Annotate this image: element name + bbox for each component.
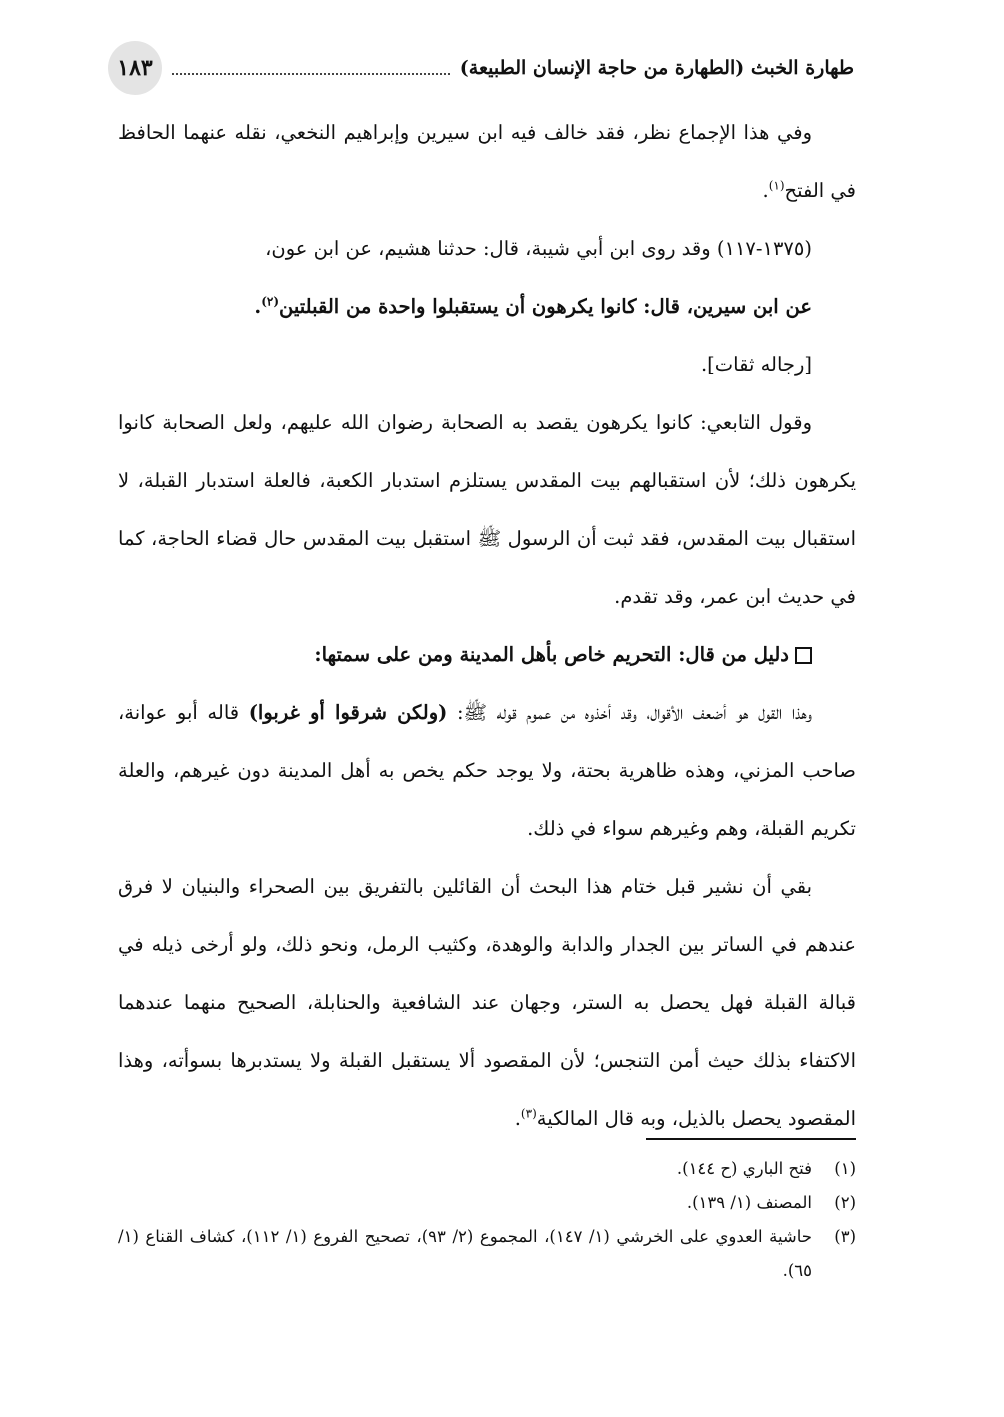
paragraph-end: . bbox=[762, 179, 769, 202]
footnote-text: فتح الباري (ح ١٤٤). bbox=[676, 1159, 812, 1178]
header-dotted-leader bbox=[172, 73, 450, 75]
footnote-number: (٢) bbox=[834, 1193, 856, 1212]
paragraph-text: وهذا القول هو أضعف الأقوال، وقد أخذوه من عموم قوله ﷺ: bbox=[447, 701, 812, 724]
footnote-number: (١) bbox=[834, 1159, 856, 1178]
footnote-ref-2[interactable]: (٢) bbox=[261, 294, 280, 309]
hadith-quote: (ولكن شرقوا أو غربوا) bbox=[248, 701, 448, 724]
hadith-text-line bbox=[118, 278, 856, 336]
running-header bbox=[108, 40, 854, 96]
footnote-number: (٣) bbox=[834, 1227, 856, 1246]
paragraph-text: بقي أن نشير قبل ختام هذا البحث أن القائلين بالتفريق بين الصحراء والبنيان لا فرق عندهم في الساتر بين الجدار والدابة والوهدة، وكثيب الرمل، ونحو ذلك، ولو أرخى ذيله في قبالة القبلة فهل يحصل به الستر، وجهان عند الشافعية والحنابلة، الصحيح منهما عندهما الاكتفاء بذلك حيث أمن التنجس؛ لأن المقصود ألا يستقبل القبلة ولا يستدبرها بسوأته، وهذا المقصود يحصل بالذيل، وبه قال المالكية bbox=[118, 875, 856, 1130]
grading-note: [رجاله ثقات]. bbox=[700, 353, 812, 376]
paragraph-closing bbox=[118, 858, 856, 1148]
checkbox-square-icon bbox=[795, 647, 812, 664]
footnote-item bbox=[118, 1220, 856, 1288]
main-text bbox=[118, 104, 856, 1148]
footnote-item bbox=[118, 1186, 856, 1220]
footnote-text: المصنف (١/ ١٣٩). bbox=[686, 1193, 812, 1212]
section-heading-text: دليل من قال: التحريم خاص بأهل المدينة ومن على سمتها: bbox=[314, 643, 789, 666]
footnote-separator bbox=[646, 1138, 856, 1140]
paragraph-ijma bbox=[118, 104, 856, 220]
hadith-end: . bbox=[254, 295, 262, 318]
paragraph-end: . bbox=[514, 1107, 521, 1130]
paragraph-tabii: وقول التابعي: كانوا يكرهون يقصد به الصحابة رضوان الله عليهم، ولعل الصحابة كانوا يكرهون ذلك؛ لأن استقبالهم بيت المقدس يستلزم استدبار الكعبة، فالعلة استدبار القبلة، لا استقبال بيت المقدس، فقد ثبت أن الرسول ﷺ استقبل بيت المقدس حال قضاء الحاجة، كما في حديث ابن عمر، وقد تقدم. bbox=[118, 411, 856, 608]
footnote-ref-3[interactable]: (٣) bbox=[520, 1106, 537, 1121]
section-heading bbox=[118, 626, 856, 684]
footnote-text: حاشية العدوي على الخرشي (١/ ١٤٧)، المجموع (٢/ ٩٣)، تصحيح الفروع (١/ ١١٢)، كشاف القناع (١/ ٦٥). bbox=[118, 1227, 812, 1280]
footnote-item bbox=[118, 1152, 856, 1186]
footnotes bbox=[118, 1152, 856, 1288]
paragraph-text: وفي هذا الإجماع نظر، فقد خالف فيه ابن سيرين وإبراهيم النخعي، نقله عنهما الحافظ في الفتح bbox=[118, 121, 856, 202]
paragraph-text: قاله أبو عوانة، صاحب المزني، وهذه ظاهرية بحتة، ولا يوجد حكم يخص به أهل المدينة دون غيرهم، والعلة تكريم القبلة، وهم وغيرهم سواء في ذلك. bbox=[118, 701, 856, 840]
footnote-ref-1[interactable]: (١) bbox=[768, 178, 785, 193]
hadith-text: عن ابن سيرين، قال: كانوا يكرهون أن يستقبلوا واحدة من القبلتين bbox=[279, 295, 812, 318]
header-title: طهارة الخبث (الطهارة من حاجة الإنسان الطبيعة) bbox=[459, 57, 854, 79]
hadith-chain-line: (١٣٧٥-١١٧) وقد روى ابن أبي شيبة، قال: حدثنا هشيم، عن ابن عون، bbox=[265, 237, 812, 260]
paragraph-weakest-opinion bbox=[118, 684, 856, 858]
page-number-badge: ١٨٣ bbox=[108, 41, 162, 95]
